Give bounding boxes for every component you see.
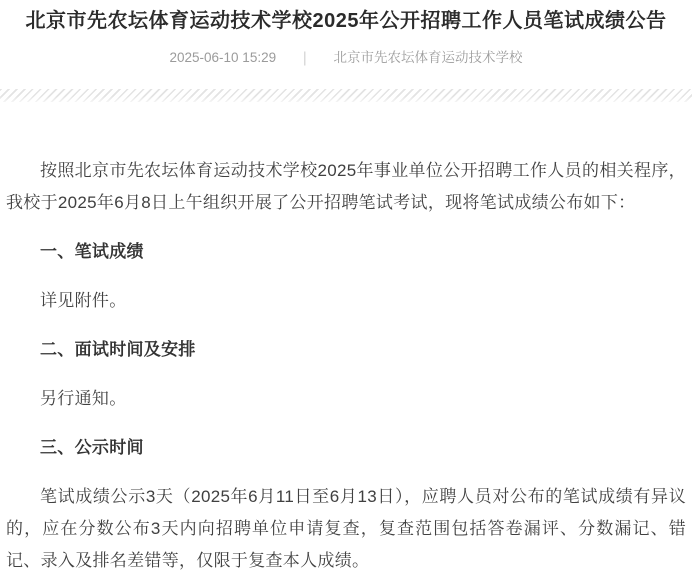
- meta-line: [0, 49, 692, 66]
- diagonal-stripe-divider: [0, 89, 692, 102]
- paragraph-intro: 按照北京市先农坛体育运动技术学校2025年事业单位公开招聘工作人员的相关程序，我校于2025年6月8日上午组织开展了公开招聘笔试考试，现将笔试成绩公布如下：: [6, 161, 686, 212]
- article-header: [0, 0, 692, 66]
- publish-datetime: 2025-06-10 15:29: [169, 50, 277, 65]
- paragraph-section-3: 笔试成绩公示3天（2025年6月11日至6月13日），应聘人员对公布的笔试成绩有异议的，应在分数公布3天内向招聘单位申请复查，复查范围包括答卷漏评、分数漏记、错记、录入及排名差错等，仅限于复查本人成绩。: [6, 487, 686, 570]
- section-heading-3: 三、公示时间: [40, 438, 144, 457]
- section-heading-2: 二、面试时间及安排: [40, 340, 196, 359]
- article-body: [0, 102, 692, 571]
- paragraph-section-2: 另行通知。: [40, 389, 127, 408]
- meta-separator: |: [303, 49, 307, 66]
- paragraph-section-1: 详见附件。: [40, 291, 127, 310]
- publish-source: 北京市先农坛体育运动技术学校: [333, 50, 523, 65]
- section-heading-1: 一、笔试成绩: [40, 242, 144, 261]
- page-title: 北京市先农坛体育运动技术学校2025年公开招聘工作人员笔试成绩公告: [25, 10, 667, 32]
